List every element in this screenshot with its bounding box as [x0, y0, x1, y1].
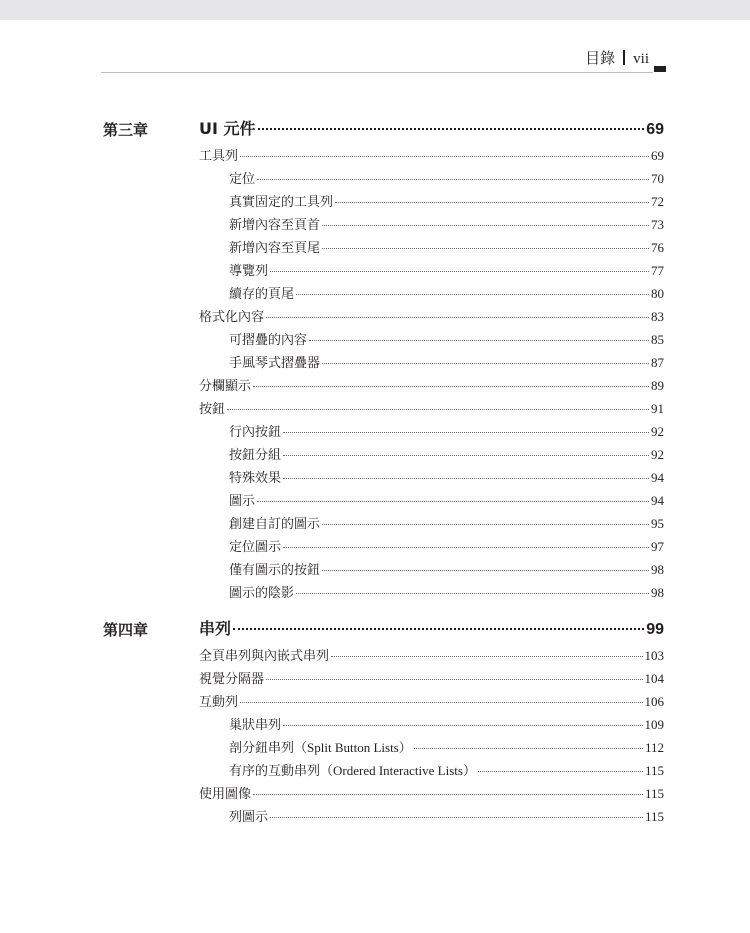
toc-entry[interactable] [229, 285, 664, 303]
toc-entry[interactable] [229, 762, 664, 780]
dot-leader [478, 771, 643, 772]
toc-entry[interactable] [229, 561, 664, 579]
entry-title: 格式化內容 [199, 309, 265, 324]
entry-page: 83 [651, 309, 664, 324]
toc-entry[interactable] [199, 785, 664, 803]
entry-page: 115 [644, 763, 664, 778]
dot-leader [309, 340, 649, 341]
toc-entry[interactable] [229, 538, 664, 556]
chapter-page: 99 [646, 621, 664, 638]
entry-page: 91 [651, 401, 664, 416]
toc-entry[interactable] [229, 716, 664, 734]
toc-entry[interactable] [229, 193, 664, 211]
dot-leader [257, 501, 649, 502]
running-header [585, 49, 649, 69]
dot-leader [322, 524, 649, 525]
dot-leader [240, 156, 649, 157]
dot-leader [253, 386, 649, 387]
entry-page: 80 [651, 286, 664, 301]
chapter-page: 69 [646, 121, 664, 138]
toc-entry[interactable] [229, 331, 664, 349]
dot-leader [335, 202, 649, 203]
entry-title: 手風琴式摺疊器 [229, 355, 321, 370]
entry-page: 95 [651, 516, 664, 531]
entry-title: 工具列 [199, 148, 239, 163]
toc-entry[interactable] [229, 584, 664, 602]
running-header-page: vii [633, 51, 649, 67]
entry-title: 僅有圖示的按鈕 [229, 562, 321, 577]
toc-entry[interactable] [229, 515, 664, 533]
toc-entry[interactable] [199, 647, 664, 665]
toc-entry[interactable] [199, 400, 664, 418]
toc-entry[interactable] [199, 308, 664, 326]
toc-entry[interactable] [229, 469, 664, 487]
entry-title: 定位圖示 [229, 539, 282, 554]
dot-leader [270, 271, 649, 272]
toc-entry[interactable] [229, 423, 664, 441]
dot-leader [322, 570, 649, 571]
entry-page: 76 [651, 240, 664, 255]
entry-page: 72 [651, 194, 664, 209]
dot-leader [283, 478, 649, 479]
header-marker [654, 66, 666, 72]
entry-page: 94 [651, 493, 664, 508]
entry-page: 115 [644, 809, 664, 824]
header-rule [101, 72, 653, 73]
entry-title: 新增內容至頁尾 [229, 240, 321, 255]
toc-chapter-row[interactable] [199, 618, 664, 640]
toc-entry[interactable] [229, 354, 664, 372]
dot-leader [283, 547, 649, 548]
toc-entry[interactable] [229, 170, 664, 188]
entry-title: 導覽列 [229, 263, 269, 278]
dot-leader [296, 593, 649, 594]
entry-title: 全頁串列與內嵌式串列 [199, 648, 330, 663]
entry-title: 定位 [229, 171, 256, 186]
entry-page: 92 [651, 447, 664, 462]
entry-page: 92 [651, 424, 664, 439]
entry-title: 互動列 [199, 694, 239, 709]
toc-entry[interactable] [229, 808, 664, 826]
dot-leader [227, 409, 649, 410]
entry-page: 69 [651, 148, 664, 163]
dot-leader [331, 656, 642, 657]
entry-page: 109 [644, 717, 664, 732]
dot-leader [258, 128, 645, 130]
entry-title: 續存的頁尾 [229, 286, 295, 301]
toc-chapter-row[interactable] [199, 118, 664, 140]
entry-page: 97 [651, 539, 664, 554]
chapter-title: UI 元件 [199, 119, 256, 138]
dot-leader [283, 725, 642, 726]
chapter-label: 第三章 [103, 121, 149, 139]
toc-entry[interactable] [229, 446, 664, 464]
toc-entry[interactable] [199, 670, 664, 688]
dot-leader [266, 679, 642, 680]
entry-title: 視覺分隔器 [199, 671, 265, 686]
toc-entry[interactable] [199, 693, 664, 711]
dot-leader [322, 363, 649, 364]
entry-page: 112 [644, 740, 664, 755]
entry-page: 70 [651, 171, 664, 186]
entry-title: 特殊效果 [229, 470, 282, 485]
toc-entry[interactable] [229, 492, 664, 510]
entry-page: 98 [651, 585, 664, 600]
dot-leader [266, 317, 649, 318]
dot-leader [257, 179, 649, 180]
entry-title: 圖示 [229, 493, 256, 508]
top-margin-band [0, 0, 750, 20]
entry-title: 列圖示 [229, 809, 269, 824]
running-header-section: 目錄 [585, 51, 616, 67]
entry-title: 有序的互動串列（Ordered Interactive Lists） [229, 763, 476, 778]
toc-entry[interactable] [199, 377, 664, 395]
dot-leader [283, 455, 649, 456]
entry-title: 新增內容至頁首 [229, 217, 321, 232]
toc-entry[interactable] [229, 216, 664, 234]
dot-leader [283, 432, 649, 433]
entry-title: 巢狀串列 [229, 717, 282, 732]
entry-title: 分欄顯示 [199, 378, 252, 393]
entry-page: 77 [651, 263, 664, 278]
dot-leader [296, 294, 649, 295]
dot-leader [414, 748, 643, 749]
entry-page: 104 [644, 671, 664, 686]
entry-page: 98 [651, 562, 664, 577]
entry-title: 創建自訂的圖示 [229, 516, 321, 531]
entry-page: 87 [651, 355, 664, 370]
entry-page: 73 [651, 217, 664, 232]
header-separator [623, 50, 625, 65]
entry-title: 真實固定的工具列 [229, 194, 334, 209]
entry-title: 按鈕分組 [229, 447, 282, 462]
entry-page: 89 [651, 378, 664, 393]
toc-entry[interactable] [229, 739, 664, 757]
entry-page: 115 [644, 786, 664, 801]
dot-leader [253, 794, 643, 795]
entry-title: 使用圖像 [199, 786, 252, 801]
entry-title: 剖分鈕串列（Split Button Lists） [229, 740, 412, 755]
chapter-title: 串列 [199, 619, 232, 638]
entry-title: 圖示的陰影 [229, 585, 295, 600]
entry-page: 106 [644, 694, 664, 709]
dot-leader [240, 702, 642, 703]
toc-entry[interactable] [229, 239, 664, 257]
dot-leader [322, 248, 649, 249]
entry-title: 按鈕 [199, 401, 226, 416]
entry-page: 103 [644, 648, 664, 663]
entry-title: 可摺疊的內容 [229, 332, 308, 347]
dot-leader [233, 628, 644, 630]
dot-leader [322, 225, 649, 226]
toc-entry[interactable] [229, 262, 664, 280]
toc-entry[interactable] [199, 147, 664, 165]
entry-page: 94 [651, 470, 664, 485]
dot-leader [270, 817, 643, 818]
chapter-label: 第四章 [103, 621, 149, 639]
entry-page: 85 [651, 332, 664, 347]
entry-title: 行內按鈕 [229, 424, 282, 439]
